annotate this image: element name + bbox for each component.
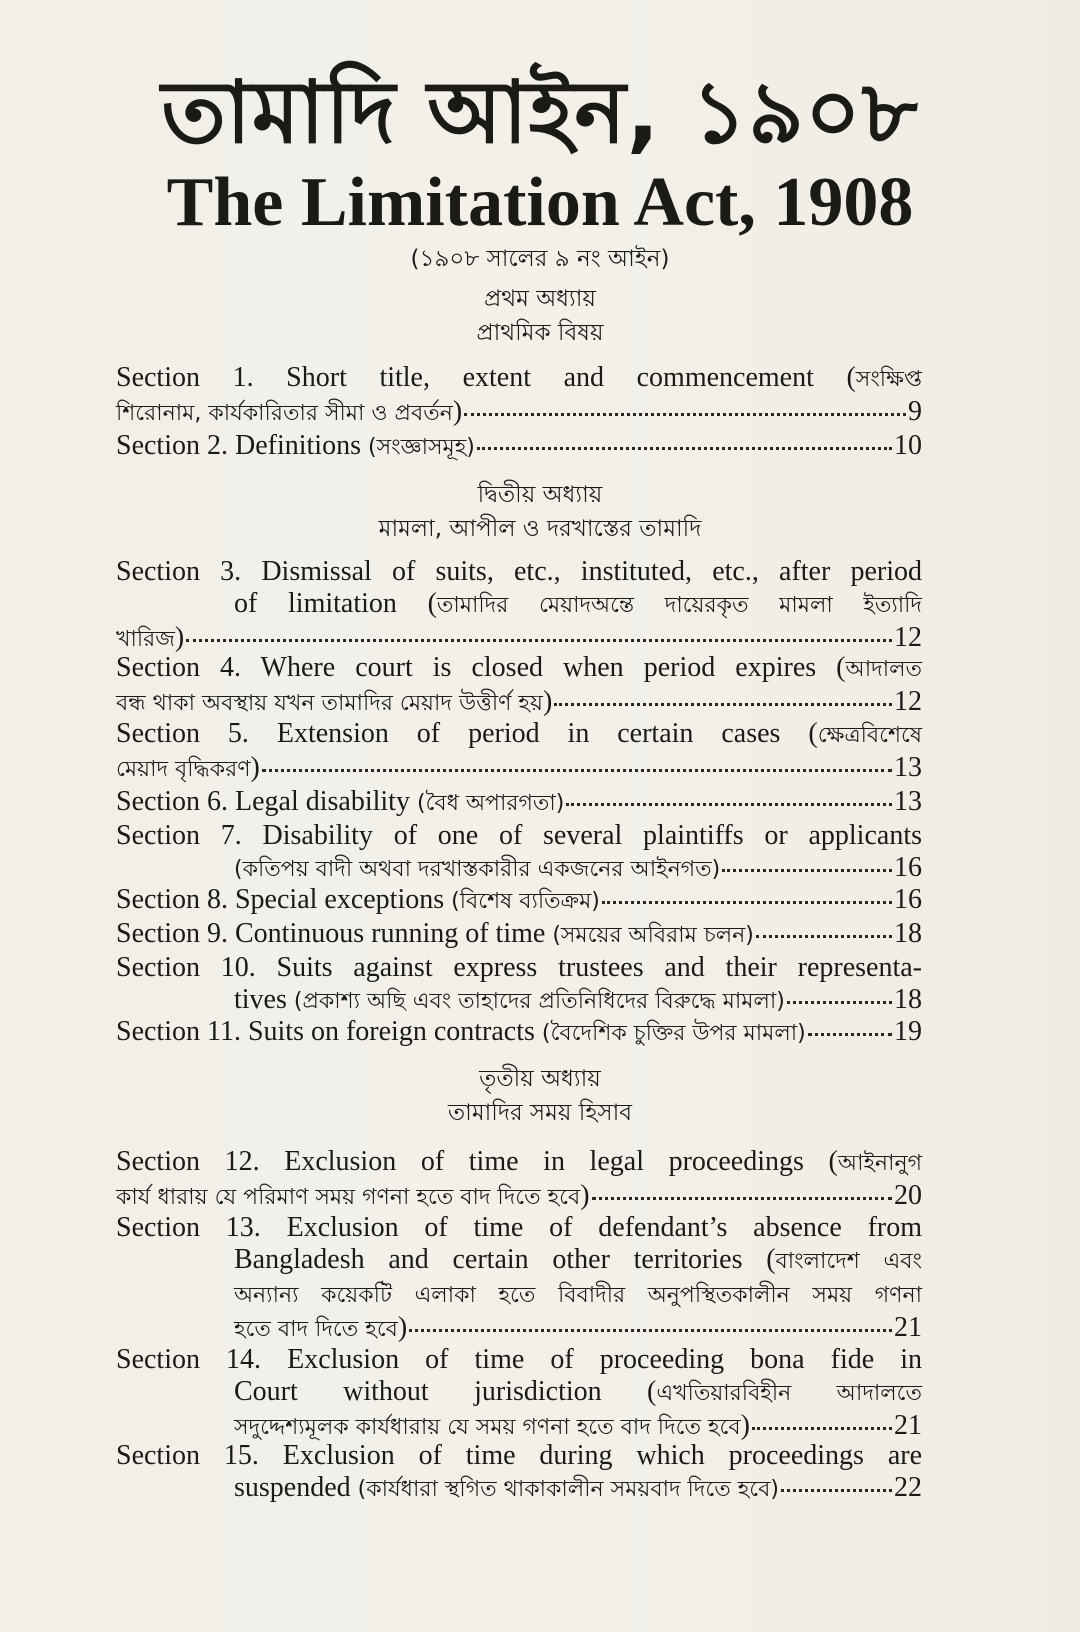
leader-dots xyxy=(602,901,892,904)
act-number: (১৯০৮ সালের ৯ নং আইন) xyxy=(410,246,670,272)
page-number: 16 xyxy=(894,884,922,915)
leader-dots xyxy=(756,935,892,938)
toc-entry-title: Section 2. Definitions (সংজ্ঞাসমূহ) xyxy=(116,430,475,461)
toc-entry-section-11 xyxy=(116,1016,922,1050)
page-number: 22 xyxy=(894,1472,922,1503)
toc-entry-last-line: শিরোনাম, কার্যকারিতার সীমা ও প্রবর্তন) xyxy=(116,396,463,427)
page-number: 12 xyxy=(894,622,922,653)
toc-entry-last-line: (কতিপয় বাদী অথবা দরখাস্তকারীর একজনের আইনগত) xyxy=(234,857,721,882)
toc-entry-title: Section 13. Exclusion of time of defendant’s absence from xyxy=(116,1212,922,1243)
leader-dots xyxy=(409,1329,892,1332)
toc-entry-title: Section 11. Suits on foreign contracts (বৈদেশিক চুক্তির উপর মামলা) xyxy=(116,1016,806,1047)
toc-entry-title: Section 15. Exclusion of time during which proceedings are xyxy=(116,1440,922,1471)
toc-entry-last-line: খারিজ) xyxy=(116,622,185,653)
chapter-2-heading: দ্বিতীয় অধ্যায় xyxy=(477,482,603,508)
toc-entry-last-line: মেয়াদ বৃদ্ধিকরণ) xyxy=(116,752,260,783)
toc-entry-section-5 xyxy=(116,718,922,786)
toc-entry-title: Section 6. Legal disability (বৈধ অপারগতা) xyxy=(116,786,565,817)
toc-entry-title: Section 4. Where court is closed when period expires (আদালত xyxy=(116,652,922,683)
toc-entry-last-line: কার্য ধারায় যে পরিমাণ সময় গণনা হতে বাদ দিতে হবে) xyxy=(116,1180,590,1211)
leader-dots xyxy=(592,1197,892,1200)
toc-entry-title: Section 14. Exclusion of time of proceeding bona fide in xyxy=(116,1344,922,1375)
toc-entry-last-line: সদুদ্দেশ্যমূলক কার্যধারায় যে সময় গণনা হতে বাদ দিতে হবে) xyxy=(234,1410,750,1441)
page-number: 19 xyxy=(894,1016,922,1047)
toc-entry-continuation: অন্যান্য কয়েকটি এলাকা হতে বিবাদীর অনুপস্থিতকালীন সময় গণনা xyxy=(234,1283,922,1308)
toc-entry-title: Section 10. Suits against express trustees and their representa- xyxy=(116,952,922,983)
chapter-3-subheading: তামাদির সময় হিসাব xyxy=(447,1100,633,1126)
title-bengali: তামাদি আইন, ১৯০৮ xyxy=(161,63,919,163)
page-number: 20 xyxy=(894,1180,922,1211)
toc-entry-section-9 xyxy=(116,918,922,952)
leader-dots xyxy=(186,639,892,642)
toc-entry-section-10 xyxy=(116,952,922,1018)
toc-entry-title: Section 3. Dismissal of suits, etc., instituted, etc., after period xyxy=(116,556,922,587)
page-number: 10 xyxy=(894,430,922,461)
toc-entry-continuation: Bangladesh and certain other territories (বাংলাদেশ এবং xyxy=(234,1244,922,1275)
page-number: 9 xyxy=(908,396,922,427)
toc-entry-title: Section 9. Continuous running of time (সময়ের অবিরাম চলন) xyxy=(116,918,754,949)
leader-dots xyxy=(781,1489,892,1492)
chapter-1-subheading: প্রাথমিক বিষয় xyxy=(476,320,604,346)
leader-dots xyxy=(554,703,892,706)
toc-entry-title: Section 5. Extension of period in certain cases (ক্ষেত্রবিশেষে xyxy=(116,718,922,749)
title-english: The Limitation Act, 1908 xyxy=(166,164,914,241)
leader-dots xyxy=(477,447,892,450)
toc-entry-last-line: tives (প্রকাশ্য অছি এবং তাহাদের প্রতিনিধিদের বিরুদ্ধে মামলা) xyxy=(234,984,785,1015)
toc-entry-title: Section 8. Special exceptions (বিশেষ ব্যতিক্রম) xyxy=(116,884,600,915)
leader-dots xyxy=(808,1033,892,1036)
page-number: 21 xyxy=(894,1312,922,1343)
page-number: 18 xyxy=(894,918,922,949)
toc-entry-section-8 xyxy=(116,884,922,918)
leader-dots xyxy=(262,769,892,772)
toc-entry-section-6 xyxy=(116,786,922,820)
toc-entry-continuation: of limitation (তামাদির মেয়াদঅন্তে দায়েরকৃত মামলা ইত্যাদি xyxy=(234,588,922,619)
page-number: 13 xyxy=(894,786,922,817)
chapter-3-heading: তৃতীয় অধ্যায় xyxy=(479,1066,601,1092)
toc-entry-last-line: বন্ধ থাকা অবস্থায় যখন তামাদির মেয়াদ উত্তীর্ণ হয়) xyxy=(116,686,553,717)
toc-entry-last-line: suspended (কার্যধারা স্থগিত থাকাকালীন সময়বাদ দিতে হবে) xyxy=(234,1472,779,1503)
toc-entry-last-line: হতে বাদ দিতে হবে) xyxy=(234,1312,408,1343)
chapter-2-subheading: মামলা, আপীল ও দরখাস্তের তামাদি xyxy=(378,516,702,542)
toc-entry-section-4 xyxy=(116,652,922,720)
page-number: 21 xyxy=(894,1410,922,1441)
leader-dots xyxy=(464,413,906,416)
page-number: 12 xyxy=(894,686,922,717)
toc-entry-section-2 xyxy=(116,430,922,464)
leader-dots xyxy=(722,869,892,872)
toc-entry-section-12 xyxy=(116,1146,922,1214)
toc-entry-title: Section 12. Exclusion of time in legal proceedings (আইনানুগ xyxy=(116,1146,922,1177)
toc-entry-section-3 xyxy=(116,556,922,656)
leader-dots xyxy=(787,1001,892,1004)
toc-entry-section-14 xyxy=(116,1344,922,1444)
toc-entry-title: Section 1. Short title, extent and commencement (সংক্ষিপ্ত xyxy=(116,362,922,393)
chapter-1-heading: প্রথম অধ্যায় xyxy=(484,286,596,312)
toc-entry-continuation: Court without jurisdiction (এখতিয়ারবিহীন আদালতে xyxy=(234,1376,922,1407)
toc-entry-section-15 xyxy=(116,1440,922,1506)
leader-dots xyxy=(566,803,892,806)
toc-entry-section-1 xyxy=(116,362,922,430)
toc-entry-title: Section 7. Disability of one of several plaintiffs or applicants xyxy=(116,820,922,851)
page-number: 13 xyxy=(894,752,922,783)
page-number: 18 xyxy=(894,984,922,1015)
page-number: 16 xyxy=(894,852,922,883)
toc-entry-section-7 xyxy=(116,820,922,886)
toc-entry-section-13 xyxy=(116,1212,922,1346)
leader-dots xyxy=(752,1427,892,1430)
